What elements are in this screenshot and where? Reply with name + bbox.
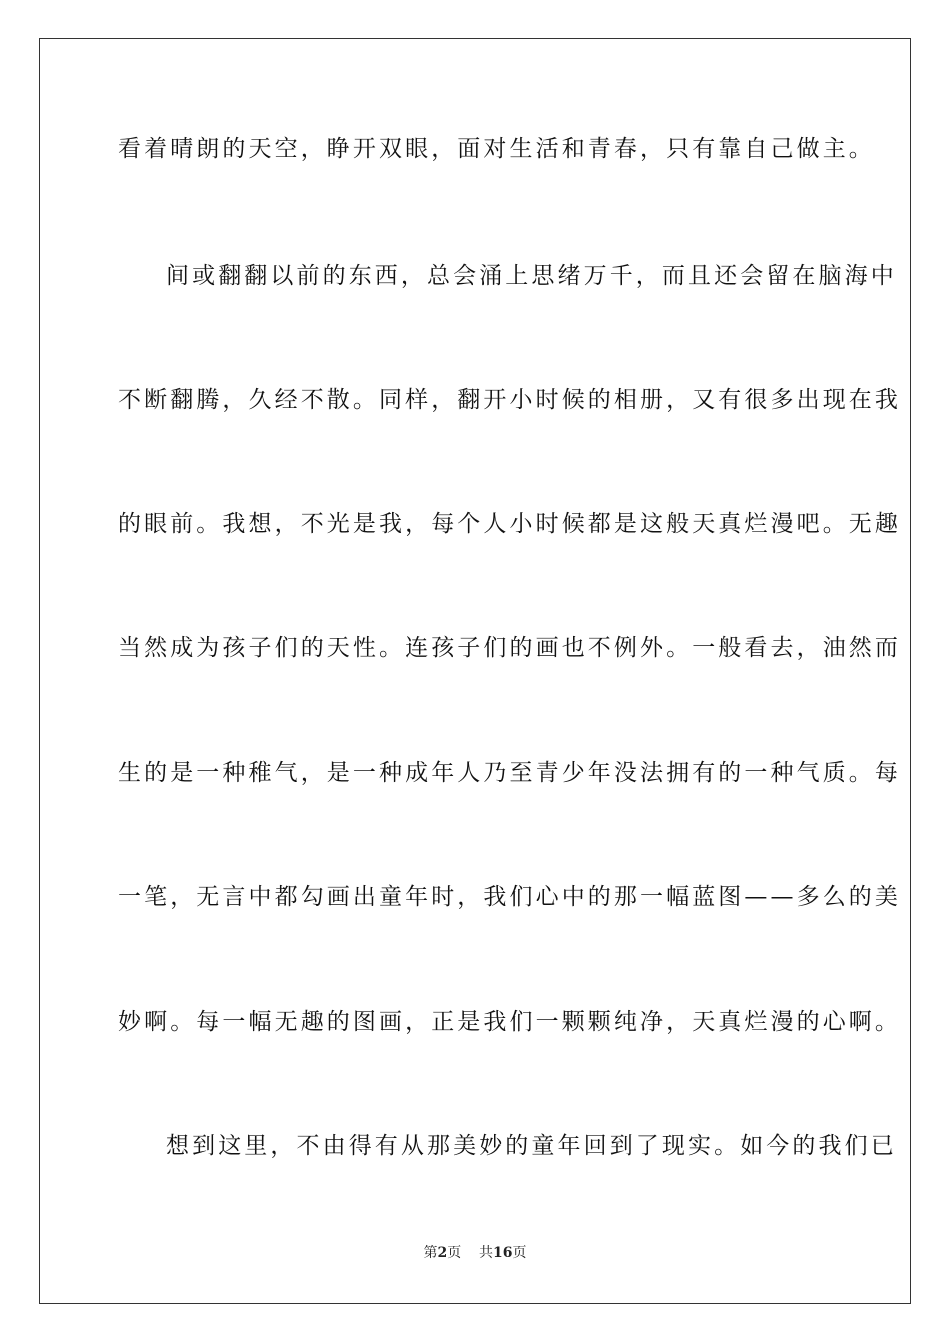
text-line-3: 不断翻腾，久经不散。同样，翻开小时候的相册，又有很多出现在我 xyxy=(118,387,901,413)
page-border xyxy=(39,38,911,1304)
text-line-2: 间或翻翻以前的东西，总会涌上思绪万千，而且还会留在脑海中 xyxy=(166,263,897,289)
text-line-8: 妙啊。每一幅无趣的图画，正是我们一颗颗纯净，天真烂漫的心啊。 xyxy=(118,1009,901,1035)
text-line-1: 看着晴朗的天空，睁开双眼，面对生活和青春，只有靠自己做主。 xyxy=(118,136,875,162)
footer-page-total: 16 xyxy=(493,1245,513,1261)
text-line-9: 想到这里，不由得有从那美妙的童年回到了现实。如今的我们已 xyxy=(166,1133,897,1159)
footer-total-prefix: 共 xyxy=(479,1245,494,1261)
footer-page-prefix: 第 xyxy=(423,1245,438,1261)
footer-page-current: 2 xyxy=(437,1245,448,1261)
text-line-7: 一笔，无言中都勾画出童年时，我们心中的那一幅蓝图——多么的美 xyxy=(118,884,901,910)
text-line-4: 的眼前。我想，不光是我，每个人小时候都是这般天真烂漫吧。无趣 xyxy=(118,511,901,537)
text-line-6: 生的是一种稚气，是一种成年人乃至青少年没法拥有的一种气质。每 xyxy=(118,760,901,786)
page-footer xyxy=(0,1244,950,1262)
footer-page-suffix: 页 xyxy=(447,1245,462,1261)
footer-total-suffix: 页 xyxy=(512,1245,527,1261)
text-line-5: 当然成为孩子们的天性。连孩子们的画也不例外。一般看去，油然而 xyxy=(118,635,901,661)
